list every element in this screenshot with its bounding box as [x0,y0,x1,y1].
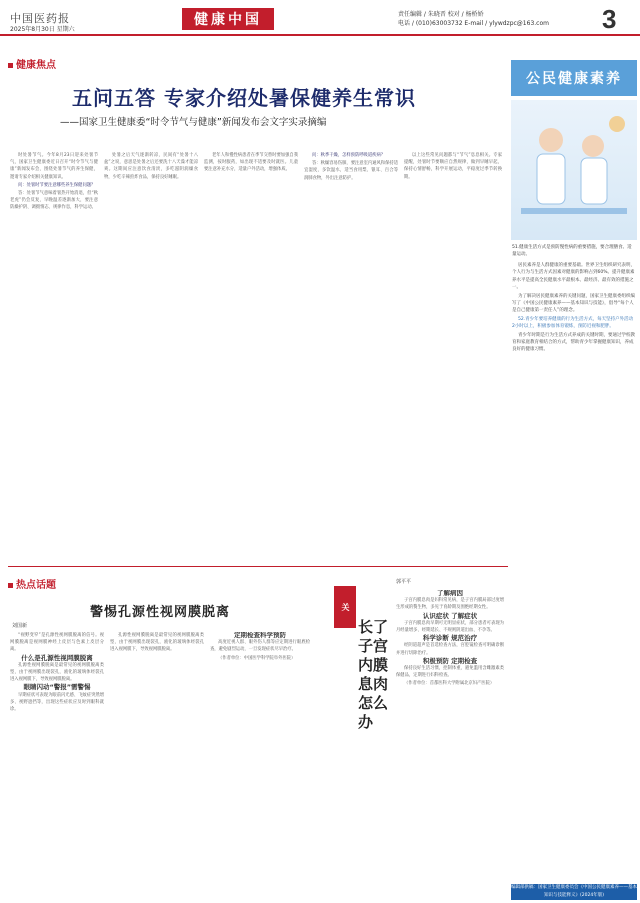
section-tag-health-focus [8,56,56,71]
article-paragraph: 孔源性视网膜脱离是最常见的视网膜脱离类型，由于视网膜出现裂孔，液化的玻璃体经裂孔进入视网膜下，导致视网膜脱离。 [10,662,104,683]
square-icon [8,583,13,588]
article-paragraph: 高度近视人群、眼外伤人群等应定期进行眼底检查，避免剧烈运动，一旦发现症状尽早治疗。 [210,640,310,653]
article-paragraph: 以上这些常见问题都与“节气”息息相关。专家提醒，处暑时节要顺应自然规律，做到早睡早起，保持心情舒畅，科学开展运动，平稳度过季节转换期。 [404,153,502,180]
article-column-4 [304,152,398,560]
section-tag-label: 健康焦点 [16,60,56,71]
article-paragraph: 子宫内膜息肉是妇科常见病，是子宫内膜局部过度增生形成的赘生物，多见于育龄期及围绝经期女性。 [396,598,504,611]
subheading: 了解病因 [437,590,463,597]
sidebar-banner: 公民健康素养 [511,60,637,96]
question-paragraph: 问：处暑时节要注意哪些养生保健问题？ [18,182,96,188]
subheading: 科学诊断 规范治疗 [422,634,478,643]
question-paragraph: 问：秋季干燥，怎样预防呼吸道疾病？ [312,153,386,158]
editor-info: 责任编辑 / 朱晓晋 校对 / 杨桥娇 电话 / (010)63003732 E-mail / ylywdzpc@163.com [398,11,549,27]
article-column-bl-1 [10,632,104,894]
section-divider [8,566,508,567]
subheading: 什么是孔源性视网膜脱离 [21,653,93,662]
subheading: 定期检查科学预防 [234,632,286,639]
top-story-subheadline: ——国家卫生健康委“时令节气与健康”新闻发布会文字实录摘编 [60,117,327,128]
article-column-bl-3 [210,632,310,894]
subheading: 积极预防 定期检查 [422,656,478,665]
byline: 郭平平 [396,579,412,585]
article-column-br [396,590,504,894]
subheading: 认识症状 了解症状 [422,611,478,620]
answer-paragraph: 答：处暑节气意味着暑热开始消退，但“秋老虎”仍会反复，早晚温差逐渐加大，要注意防燥护阴、调摄情志、规律作息，科学运动。 [10,191,98,211]
paper-logo: 中国医药报 [10,12,70,25]
article-paragraph: 时处暑节气。今年8月23日迎来处暑节气，国家卫生健康委近日召开“时令节气与健康”新闻发布会，围绕处暑节气的养生保健，邀请专家介绍相关健康知识。 [10,153,98,180]
square-icon [8,63,13,68]
bottom-right-headline: 长了子宫内膜息肉怎么办 [358,618,389,731]
sidebar-paragraph: 为了解决居民健康素养的关键问题，国家卫生健康委组织编写了《中国公民健康素养——基本知识与技能》，倡导“每个人是自己健康第一责任人”的理念。 [512,293,635,314]
sidebar-footer: 编辑部供稿：国家卫生健康委员会《中国公民健康素养——基本知识与技能释义》(2024年版) [511,885,637,898]
answer-paragraph: 答：秋燥容易伤肺，要注意室内通风和保持适宜湿度，多饮温水，适当食用梨、银耳、百合等润肺食物，外出注意防护。 [304,161,398,181]
sidebar-highlight: 52.青少年要培养健康的行为生活方式，每天坚持户外活动2小时以上，积极参加体育锻炼，预防近视和肥胖。 [512,316,634,330]
article-paragraph: 孔源性视网膜脱离是最常见的视网膜脱离类型，由于视网膜出现裂孔，液化的玻璃体经裂孔进入视网膜下，导致视网膜脱离。 [110,633,204,653]
article-paragraph: 处暑之后天气逐渐转凉，民间有“处暑十八盆”之说，意思是处暑之后还要洗十八天澡才能凉爽。这期间应注意饮食清淡，多吃滋阴润燥食物，少吃辛辣煎炸食品，保持良好睡眠。 [104,153,198,180]
sidebar-paragraph: 青少年时期是行为生活方式养成的关键时期，要通过学校教育和家庭教育相结合的方式，帮助青少年掌握健康知识，养成良好的健康习惯。 [512,332,635,353]
sidebar-body [512,262,636,882]
article-paragraph: 子宫内膜息肉早期可无明显症状，部分患者可表现为月经量增多、经期延长、不规则阴道出血、不孕等。 [396,620,504,634]
sidebar-paragraph: 居民素养是人群健康的重要基础。世界卫生组织研究表明，个人行为与生活方式因素对健康的影响占到60%。提升健康素养水平是提高全民健康水平最根本、最经济、最有效的措施之一。 [512,263,635,291]
byline: 刘国新 [12,623,28,629]
issue-date: 2025年8月30日 星期六 [10,26,75,33]
bottom-left-headline: 警惕孔源性视网膜脱离 [90,605,231,620]
article-paragraph: 经阴道超声是首选检查方法，宫腔镜检查可明确诊断并进行切除治疗。 [396,643,504,656]
article-column-bl-2 [110,632,204,894]
article-column-3 [204,152,298,560]
masthead-divider [0,34,640,36]
article-column-5 [404,152,502,560]
article-column-2 [104,152,198,560]
sidebar-caption: 51.健康生活方式是预防慢性病的重要措施，要合理膳食、适量运动。 [512,245,632,257]
article-paragraph: “视野变窄”是孔源性视网膜脱离的信号。视网膜脱离是视网膜神经上皮层与色素上皮层分离。 [10,633,104,653]
doctor-illustration-icon [511,100,637,240]
article-column-1 [10,152,98,560]
top-story-headline: 五问五答 专家介绍处暑保健养生常识 [72,86,416,110]
page-number: 3 [602,4,617,34]
article-paragraph: 早期症状可表现为眼前闪光感、飞蚊症突然增多、视野遮挡等，出现这些症状应及时到眼科就诊。 [10,692,104,713]
article-paragraph: 老年人和慢性病患者在季节交替时要加强自我监测，按时服药，如出现不适要及时就医。儿童要注意补充水分，适量户外活动，增强体质。 [204,153,298,173]
sidebar-illustration [511,100,637,240]
article-paragraph: 保持良好生活习惯，控制体重，避免滥用含雌激素类保健品，定期进行妇科检查。 [396,666,504,679]
section-tag-label: 热点话题 [16,580,56,591]
credit-line: （作者单位：中国医学科学院阜外医院） [218,655,296,661]
credit-line: （作者单位：首都医科大学附属北京妇产医院） [404,681,495,687]
subheading: 眼睛闪动“警报”需警惕 [23,683,91,692]
care-for-her-tag: 关爱“她”健康 [334,586,356,628]
section-tag-hot-topic [8,576,56,591]
section-title: 健康中国 [182,8,274,30]
